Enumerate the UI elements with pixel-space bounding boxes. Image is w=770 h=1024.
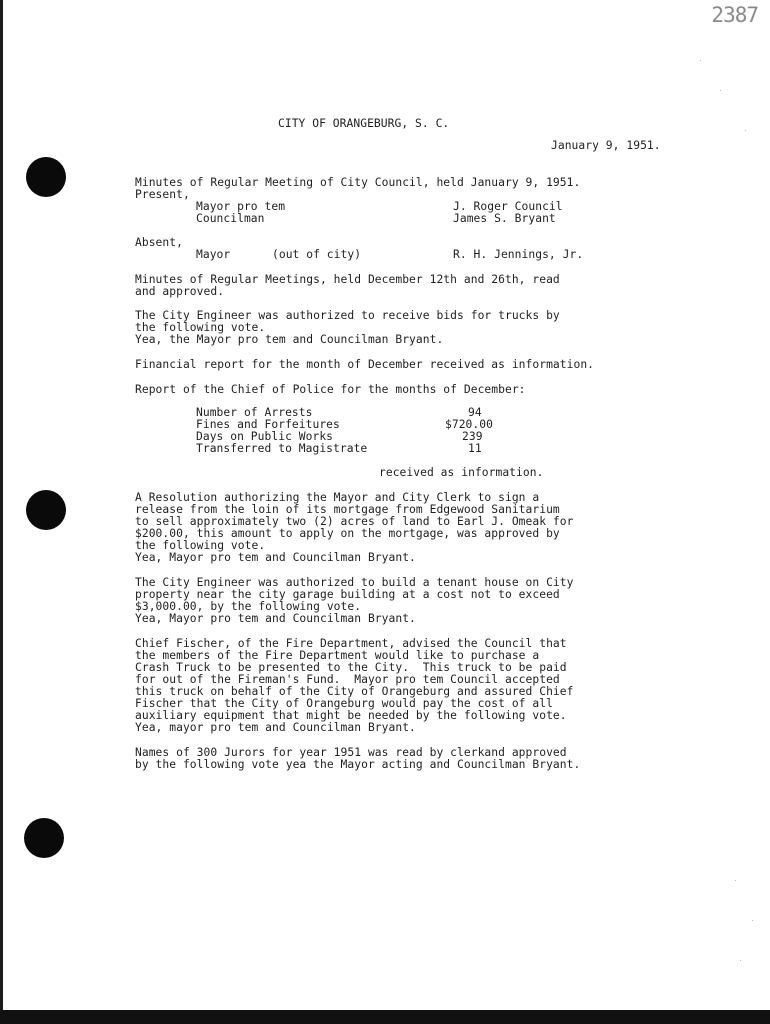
scan-speck <box>740 960 741 961</box>
para-fire-line-6: Fischer that the City of Orangeburg would pay the cost of all <box>135 697 553 710</box>
absent-label: Absent, <box>135 236 183 249</box>
para-financial: Financial report for the month of December received as information. <box>135 358 595 371</box>
para-resolution-line-4: $200.00, this amount to apply on the mortgage, was approved by <box>135 527 560 540</box>
para-minutes-line-2: and approved. <box>135 285 225 298</box>
para-tenant-line-3: $3,000.00, by the following vote. <box>135 600 362 613</box>
police-value-fines: $720.00 <box>445 418 493 431</box>
absent-note: (out of city) <box>272 248 362 261</box>
para-fire-line-8: Yea, mayor pro tem and Councilman Bryant. <box>135 721 416 734</box>
scan-bottom-edge <box>0 1010 770 1024</box>
para-resolution-line-6: Yea, Mayor pro tem and Councilman Bryant. <box>135 551 416 564</box>
para-trucks-line-1: The City Engineer was authorized to receive bids for trucks by <box>135 309 560 322</box>
intro-line-2: Present, <box>135 188 190 201</box>
absent-role: Mayor <box>196 248 231 261</box>
punch-hole-middle <box>26 490 66 530</box>
police-received-note: received as information. <box>379 466 544 479</box>
para-resolution-line-3: to sell approximately two (2) acres of land to Earl J. Omeak for <box>135 515 574 528</box>
scan-speck <box>700 60 701 61</box>
police-value-magistrate: 11 <box>468 442 482 455</box>
para-trucks-line-2: the following vote. <box>135 321 266 334</box>
para-fire-line-5: this truck on behalf of the City of Orangeburg and assured Chief <box>135 685 574 698</box>
scan-left-edge <box>0 0 3 1024</box>
scan-speck <box>745 130 746 131</box>
punch-hole-top <box>26 157 66 197</box>
para-tenant-line-1: The City Engineer was authorized to build a tenant house on City <box>135 576 574 589</box>
para-fire-line-2: the members of the Fire Department would like to purchase a <box>135 649 540 662</box>
scan-speck <box>752 920 753 921</box>
para-resolution-line-5: the following vote. <box>135 539 266 552</box>
police-label-fines: Fines and Forfeitures <box>196 418 340 431</box>
para-minutes-line-1: Minutes of Regular Meetings, held December 12th and 26th, read <box>135 273 560 286</box>
para-fire-line-1: Chief Fischer, of the Fire Department, advised the Council that <box>135 637 567 650</box>
punch-hole-bottom <box>24 818 64 858</box>
para-police: Report of the Chief of Police for the months of December: <box>135 383 526 396</box>
para-jurors-line-2: by the following vote yea the Mayor acting and Councilman Bryant. <box>135 758 581 771</box>
para-tenant-line-2: property near the city garage building at a cost not to exceed <box>135 588 560 601</box>
present-role-1: Mayor pro tem <box>196 200 286 213</box>
para-fire-line-7: auxiliary equipment that might be needed by the following vote. <box>135 709 567 722</box>
para-trucks-line-3: Yea, the Mayor pro tem and Councilman Bryant. <box>135 333 444 346</box>
absent-name: R. H. Jennings, Jr. <box>453 248 584 261</box>
para-resolution-line-1: A Resolution authorizing the Mayor and City Clerk to sign a <box>135 491 540 504</box>
letterhead-title: CITY OF ORANGEBURG, S. C. <box>278 117 450 130</box>
para-tenant-line-4: Yea, Mayor pro tem and Councilman Bryant. <box>135 612 416 625</box>
scan-speck <box>720 90 721 91</box>
police-label-magistrate: Transferred to Magistrate <box>196 442 368 455</box>
para-resolution-line-2: release from the loin of its mortgage from Edgewood Sanitarium <box>135 503 560 516</box>
present-role-2: Councilman <box>196 212 265 225</box>
para-fire-line-3: Crash Truck to be presented to the City. This truck to be paid <box>135 661 567 674</box>
police-label-public-works: Days on Public Works <box>196 430 334 443</box>
scan-speck <box>735 880 736 881</box>
present-name-1: J. Roger Council <box>453 200 563 213</box>
intro-line-1: Minutes of Regular Meeting of City Council, held January 9, 1951. <box>135 176 581 189</box>
present-name-2: James S. Bryant <box>453 212 556 225</box>
police-label-arrests: Number of Arrests <box>196 406 313 419</box>
para-jurors-line-1: Names of 300 Jurors for year 1951 was read by clerkand approved <box>135 746 567 759</box>
meeting-date: January 9, 1951. <box>551 139 661 152</box>
page-number-stamp: 2387 <box>711 3 758 27</box>
police-value-arrests: 94 <box>468 406 482 419</box>
para-fire-line-4: for out of the Fireman's Fund. Mayor pro tem Council accepted <box>135 673 560 686</box>
police-value-public-works: 239 <box>462 430 483 443</box>
